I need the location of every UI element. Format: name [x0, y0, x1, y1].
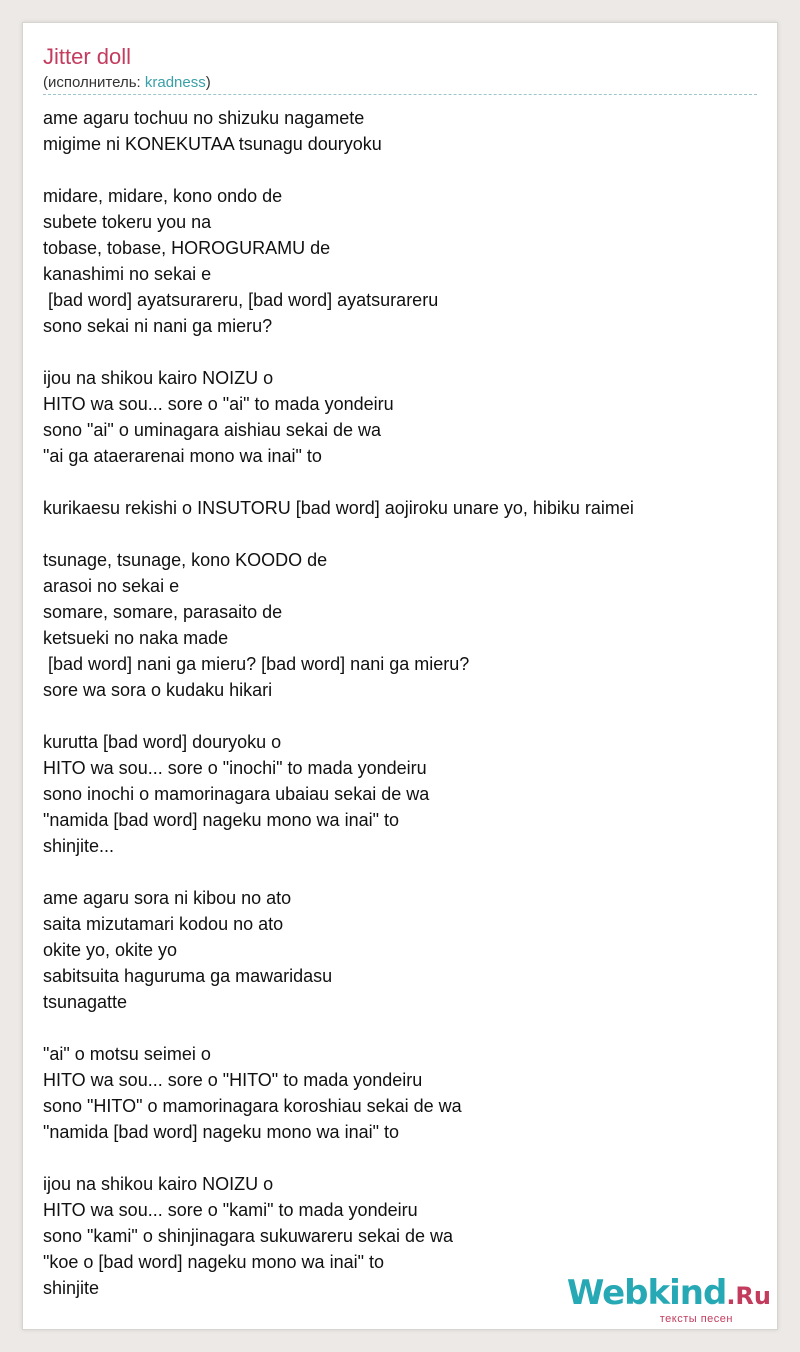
logo-name: Webkind: [566, 1273, 727, 1313]
lyric-line: "namida [bad word] nageku mono wa inai" to: [43, 1122, 399, 1142]
artist-prefix: (исполнитель:: [43, 74, 145, 91]
lyric-line: migime ni KONEKUTAA tsunagu douryoku: [43, 134, 382, 154]
lyric-line: "namida [bad word] nageku mono wa inai" to: [43, 810, 399, 830]
lyric-blank-line: [43, 339, 759, 365]
lyric-line: tsunage, tsunage, kono KOODO de: [43, 550, 328, 570]
logo-tld: .Ru: [726, 1282, 771, 1310]
lyric-blank-line: [43, 703, 759, 729]
lyric-blank-line: [43, 521, 759, 547]
artist-suffix: ): [205, 74, 211, 91]
lyric-line: shinjite...: [43, 836, 115, 856]
title-divider: [43, 94, 757, 95]
lyric-line: [bad word] nani ga mieru? [bad word] nani ga mieru?: [43, 654, 470, 674]
lyric-line: HITO wa sou... sore o "HITO" to mada yondeiru: [43, 1070, 423, 1090]
lyrics-card: [22, 22, 778, 1330]
lyric-blank-line: [43, 1145, 759, 1171]
lyric-line: ketsueki no naka made: [43, 628, 229, 648]
lyric-line: midare, midare, kono ondo de: [43, 186, 283, 206]
logo-tagline: тексты песен: [659, 1313, 733, 1325]
lyric-line: [bad word] ayatsurareru, [bad word] ayatsurareru: [43, 290, 439, 310]
lyric-blank-line: [43, 1015, 759, 1041]
lyric-line: HITO wa sou... sore o "kami" to mada yondeiru: [43, 1200, 418, 1220]
lyric-line: sono inochi o mamorinagara ubaiau sekai de wa: [43, 784, 430, 804]
lyric-line: kurikaesu rekishi o INSUTORU [bad word] aojiroku unare yo, hibiku raimei: [43, 498, 634, 518]
lyric-line: okite yo, okite yo: [43, 940, 178, 960]
lyric-line: HITO wa sou... sore o "ai" to mada yondeiru: [43, 394, 394, 414]
artist-line: [43, 73, 211, 93]
lyric-line: arasoi no sekai e: [43, 576, 180, 596]
artist-link[interactable]: kradness: [144, 74, 206, 91]
lyric-line: "koe o [bad word] nageku mono wa inai" to: [43, 1252, 384, 1272]
lyric-blank-line: [43, 157, 759, 183]
lyric-line: somare, somare, parasaito de: [43, 602, 283, 622]
lyrics-body: [43, 105, 759, 1301]
lyric-line: "ai" o motsu seimei o: [43, 1044, 211, 1064]
lyric-line: sore wa sora o kudaku hikari: [43, 680, 273, 700]
lyric-blank-line: [43, 859, 759, 885]
lyric-line: sabitsuita haguruma ga mawaridasu: [43, 966, 333, 986]
lyric-line: ame agaru tochuu no shizuku nagamete: [43, 108, 365, 128]
lyric-line: sono "HITO" o mamorinagara koroshiau sekai de wa: [43, 1096, 462, 1116]
lyric-line: HITO wa sou... sore o "inochi" to mada yondeiru: [43, 758, 427, 778]
song-title: Jitter doll: [43, 44, 132, 69]
lyric-line: shinjite: [43, 1278, 100, 1298]
lyric-line: sono "ai" o uminagara aishiau sekai de wa: [43, 420, 381, 440]
lyric-line: tsunagatte: [43, 992, 128, 1012]
lyric-line: sono "kami" o shinjinagara sukuwareru sekai de wa: [43, 1226, 453, 1246]
lyric-line: kanashimi no sekai e: [43, 264, 212, 284]
lyric-line: saita mizutamari kodou no ato: [43, 914, 284, 934]
lyric-line: tobase, tobase, HOROGURAMU de: [43, 238, 331, 258]
lyric-line: ijou na shikou kairo NOIZU o: [43, 368, 274, 388]
lyric-line: kurutta [bad word] douryoku o: [43, 732, 282, 752]
lyric-line: ame agaru sora ni kibou no ato: [43, 888, 292, 908]
site-logo[interactable]: [566, 1273, 771, 1325]
lyric-line: subete tokeru you na: [43, 212, 212, 232]
lyric-line: sono sekai ni nani ga mieru?: [43, 316, 273, 336]
lyric-blank-line: [43, 469, 759, 495]
lyric-line: ijou na shikou kairo NOIZU o: [43, 1174, 274, 1194]
lyric-line: "ai ga ataerarenai mono wa inai" to: [43, 446, 322, 466]
